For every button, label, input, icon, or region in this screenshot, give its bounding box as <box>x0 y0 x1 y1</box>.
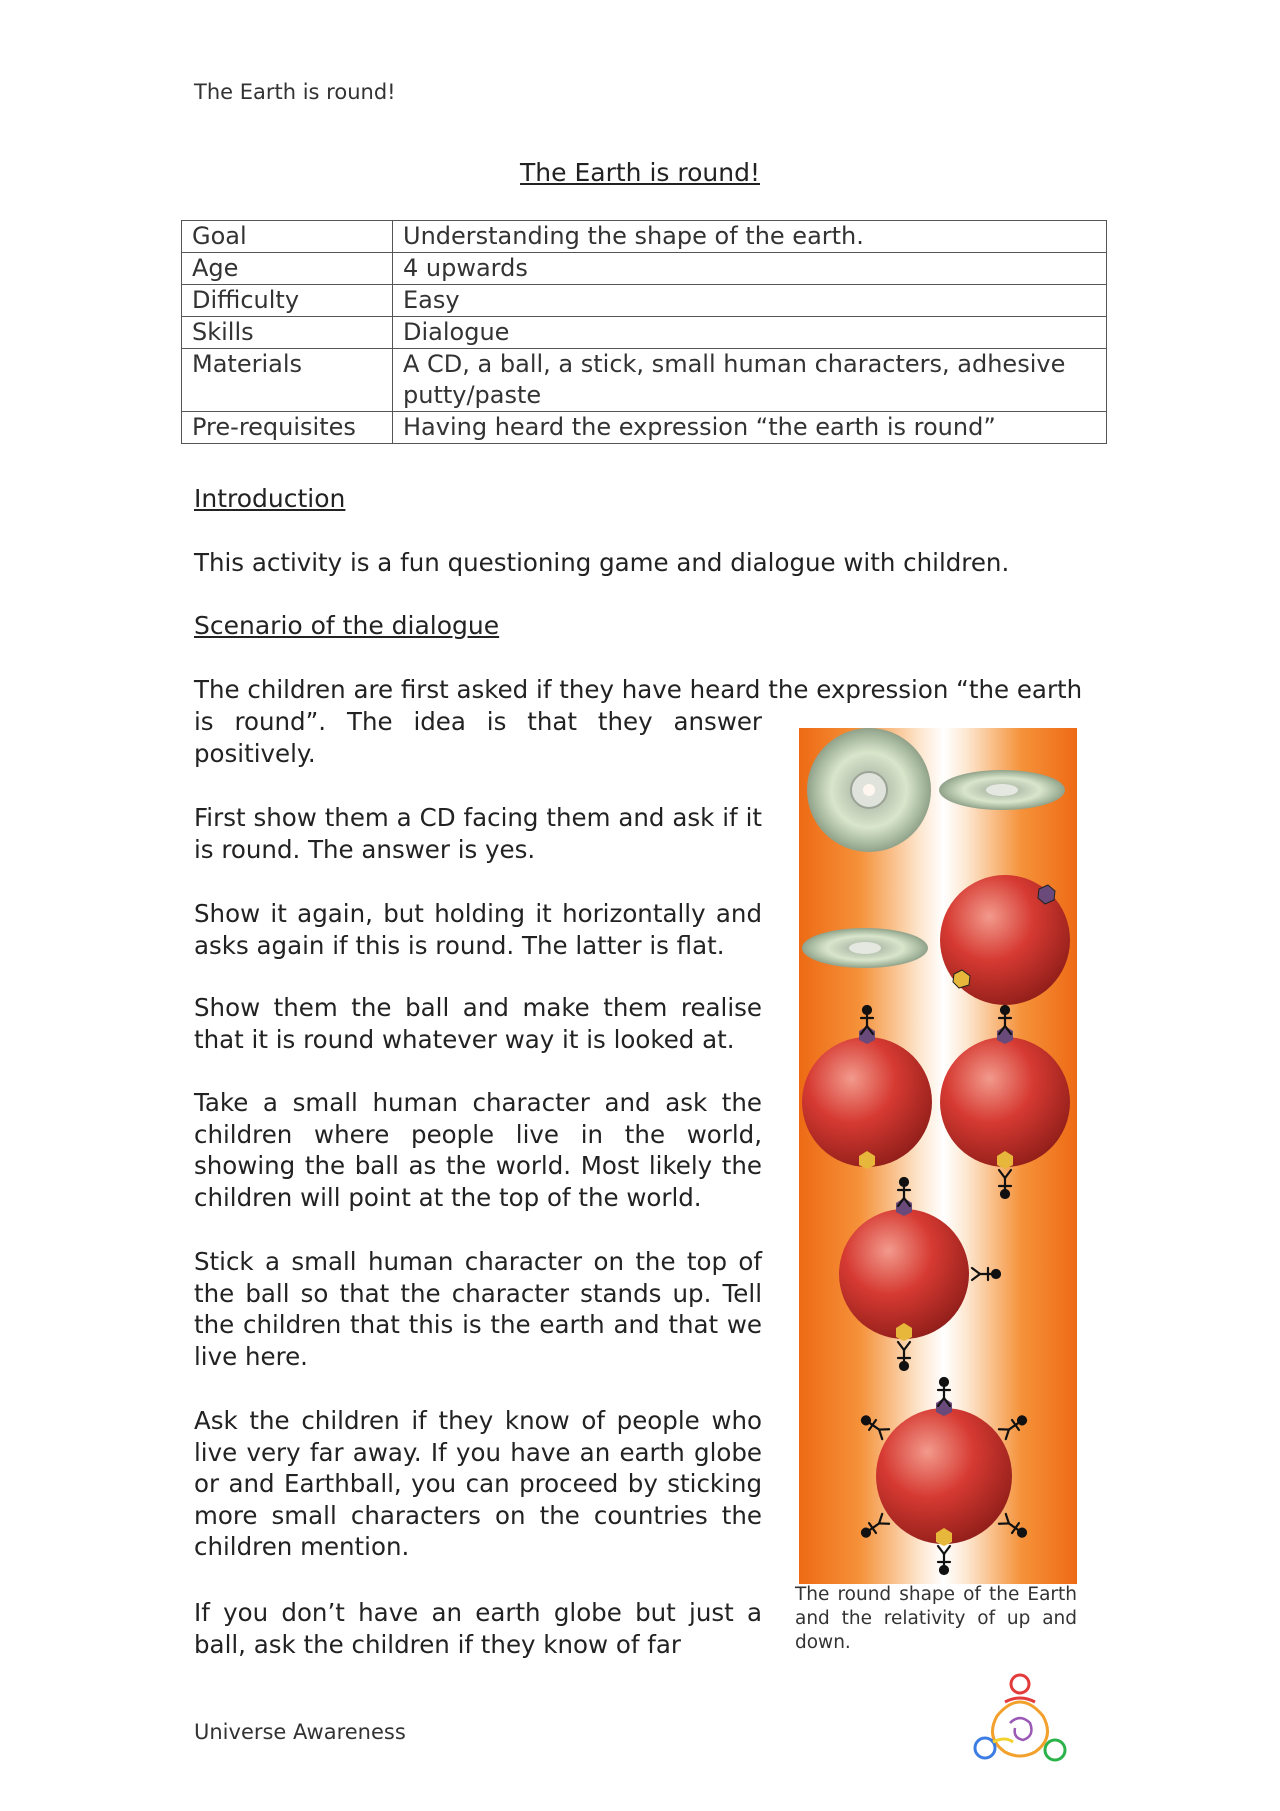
scenario-paragraph: Show them the ball and make them realise that it is round whatever way it is looked at. <box>194 993 762 1054</box>
table-value: Easy <box>393 285 1107 317</box>
table-row <box>182 317 1107 349</box>
table-row <box>182 221 1107 253</box>
introduction-heading: Introduction <box>194 484 346 513</box>
table-label: Difficulty <box>182 285 393 317</box>
scenario-paragraph: Show it again, but holding it horizontally and asks again if this is round. The latter is flat. <box>194 899 762 960</box>
figure-caption: The round shape of the Earth and the relativity of up and down. <box>795 1584 1077 1653</box>
ball-person-bottom-icon <box>940 1037 1070 1167</box>
scenario-intro-rest: is round”. The idea is that they answer positively. <box>194 707 762 768</box>
table-value: A CD, a ball, a stick, small human characters, adhesive putty/paste <box>393 349 1107 412</box>
table-row <box>182 285 1107 317</box>
table-value: Understanding the shape of the earth. <box>393 221 1107 253</box>
table-row <box>182 349 1107 412</box>
table-label: Skills <box>182 317 393 349</box>
scenario-paragraph: Ask the children if they know of people who live very far away. If you have an earth globe or and Earthball, you can proceed by sticking more small characters on the countries the children mention. <box>194 1406 762 1561</box>
activity-info-table <box>181 220 1107 444</box>
table-label: Materials <box>182 349 393 412</box>
page-title: The Earth is round! <box>520 158 760 187</box>
table-label: Pre-requisites <box>182 412 393 444</box>
table-row <box>182 253 1107 285</box>
scenario-paragraph: Take a small human character and ask the children where people live in the world, showing the ball as the world. Most likely the children will point at the top of the world. <box>194 1088 762 1212</box>
universe-awareness-logo <box>965 1668 1075 1768</box>
scenario-heading: Scenario of the dialogue <box>194 611 500 640</box>
cd-and-ball-illustration <box>799 728 1077 1584</box>
table-row <box>182 412 1107 444</box>
earth-shape-figure <box>799 728 1077 1584</box>
table-value: 4 upwards <box>393 253 1107 285</box>
ball-person-top-icon <box>802 1037 932 1167</box>
table-label: Age <box>182 253 393 285</box>
table-value: Dialogue <box>393 317 1107 349</box>
ball-three-people-icon <box>839 1209 969 1339</box>
scenario-paragraph: Stick a small human character on the top of the ball so that the character stands up. Tell the children that this is the earth and that we live here. <box>194 1247 762 1371</box>
scenario-paragraph: First show them a CD facing them and ask if it is round. The answer is yes. <box>194 803 762 864</box>
introduction-text: This activity is a fun questioning game and dialogue with children. <box>194 548 1010 577</box>
running-header: The Earth is round! <box>194 80 396 104</box>
table-label: Goal <box>182 221 393 253</box>
scenario-paragraph: If you don’t have an earth globe but just a ball, ask the children if they know of far <box>194 1598 762 1659</box>
ball-six-people-icon <box>876 1408 1012 1544</box>
footer-text: Universe Awareness <box>194 1720 406 1744</box>
table-value: Having heard the expression “the earth is round” <box>393 412 1107 444</box>
scenario-intro-line: The children are first asked if they have heard the expression “the earth <box>194 675 1083 704</box>
